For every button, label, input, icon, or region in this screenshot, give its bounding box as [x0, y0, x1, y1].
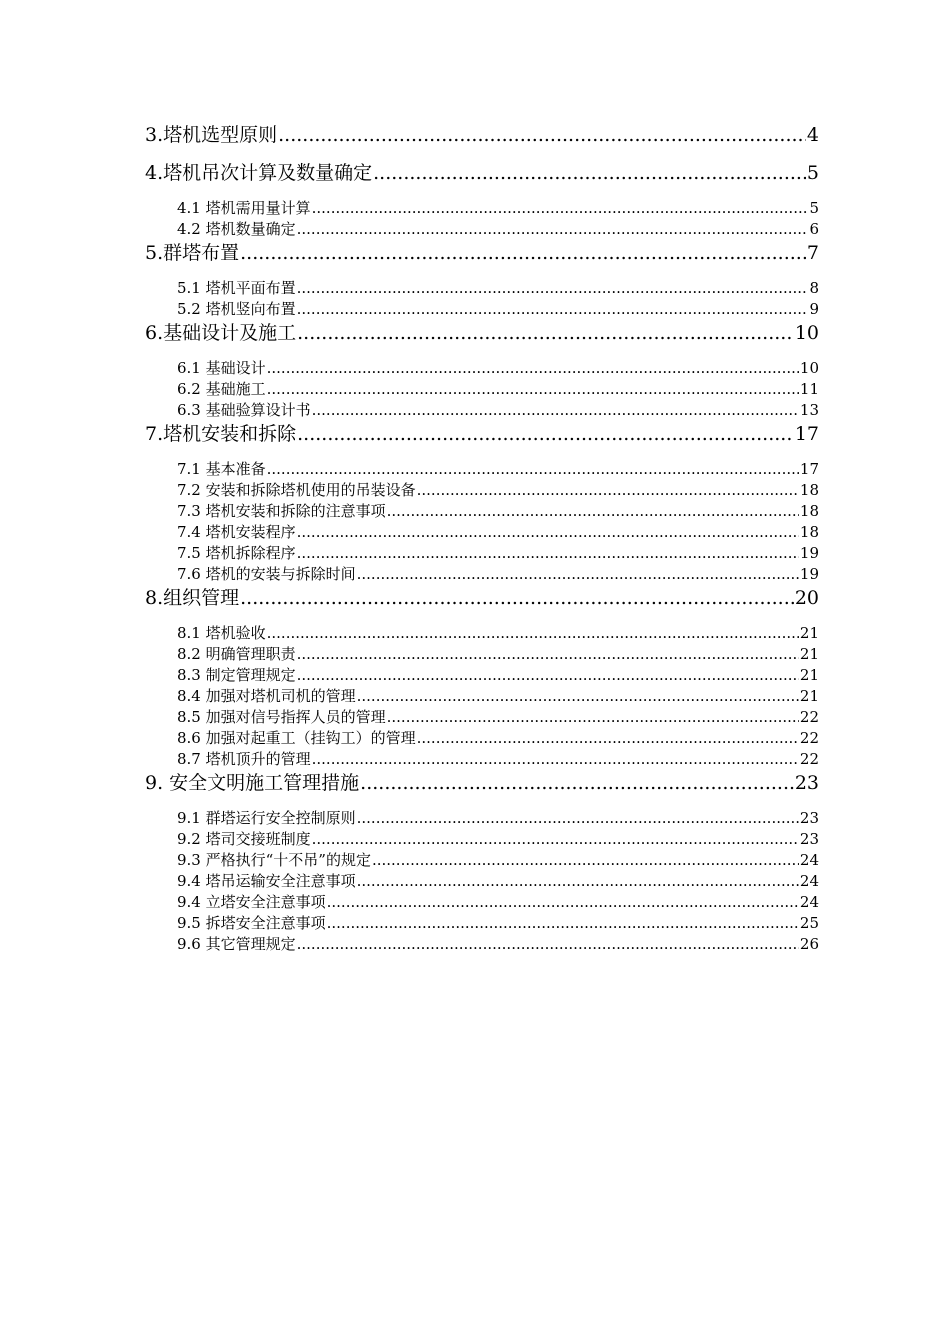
toc-entry-title: 4.1 塔机需用量计算	[177, 199, 311, 217]
toc-chapter-entry[interactable]	[145, 585, 819, 611]
toc-section-entry[interactable]	[145, 198, 819, 219]
toc-entry-title: 9.4 立塔安全注意事项	[177, 893, 326, 911]
toc-section-entry[interactable]	[145, 934, 819, 955]
toc-section-entry[interactable]	[145, 379, 819, 400]
toc-page-number: 19	[799, 544, 819, 562]
toc-dot-leader	[357, 808, 799, 829]
toc-section-entry[interactable]	[145, 501, 819, 522]
toc-dot-leader	[297, 522, 799, 543]
toc-entry-title: 7.2 安装和拆除塔机使用的吊装设备	[177, 481, 416, 499]
toc-dot-leader	[327, 892, 799, 913]
toc-page-number: 17	[799, 460, 819, 478]
toc-entry-title: 6.2 基础施工	[177, 380, 266, 398]
toc-page-number: 22	[799, 750, 819, 768]
toc-entry-title: 7.3 塔机安装和拆除的注意事项	[177, 502, 386, 520]
toc-section-entry[interactable]	[145, 892, 819, 913]
toc-dot-leader	[312, 829, 799, 850]
toc-page-number: 23	[799, 830, 819, 848]
toc-dot-leader	[417, 728, 799, 749]
toc-entry-title: 9.3 严格执行“十不吊”的规定	[177, 851, 371, 869]
toc-dot-leader	[267, 358, 799, 379]
toc-dot-leader	[297, 219, 809, 240]
toc-section-entry[interactable]	[145, 623, 819, 644]
toc-dot-leader	[267, 623, 799, 644]
toc-section-entry[interactable]	[145, 480, 819, 501]
toc-page-number: 24	[799, 851, 819, 869]
toc-entry-title: 8.5 加强对信号指挥人员的管理	[177, 708, 386, 726]
toc-entry-title: 7.4 塔机安装程序	[177, 523, 296, 541]
toc-dot-leader	[327, 913, 799, 934]
toc-entry-title: 7.5 塔机拆除程序	[177, 544, 296, 562]
toc-section-entry[interactable]	[145, 543, 819, 564]
toc-chapter-entry[interactable]	[145, 770, 819, 796]
toc-page-number: 26	[799, 935, 819, 953]
toc-chapter-entry[interactable]	[145, 421, 819, 447]
toc-page-number: 21	[799, 666, 819, 684]
toc-dot-leader	[387, 707, 799, 728]
toc-entry-title: 6.1 基础设计	[177, 359, 266, 377]
toc-chapter-entry[interactable]	[145, 320, 819, 346]
toc-dot-leader	[297, 934, 799, 955]
toc-dot-leader	[297, 299, 809, 320]
toc-page-number: 24	[799, 872, 819, 890]
toc-entry-title: 9.4 塔吊运输安全注意事项	[177, 872, 356, 890]
toc-entry-title: 5.1 塔机平面布置	[177, 279, 296, 297]
toc-entry-title: 7.1 基本准备	[177, 460, 266, 478]
toc-section-entry[interactable]	[145, 686, 819, 707]
toc-entry-title: 9.6 其它管理规定	[177, 935, 296, 953]
toc-section-entry[interactable]	[145, 644, 819, 665]
toc-page-number: 10	[794, 322, 819, 344]
toc-page-number: 13	[799, 401, 819, 419]
toc-entry-title: 8.2 明确管理职责	[177, 645, 296, 663]
toc-entry-title: 8.3 制定管理规定	[177, 666, 296, 684]
toc-dot-leader	[360, 770, 794, 796]
toc-dot-leader	[372, 850, 799, 871]
toc-page-number: 21	[799, 624, 819, 642]
toc-section-entry[interactable]	[145, 749, 819, 770]
toc-entry-title: 5.2 塔机竖向布置	[177, 300, 296, 318]
toc-dot-leader	[240, 240, 806, 266]
toc-entry-title: 9.1 群塔运行安全控制原则	[177, 809, 356, 827]
toc-dot-leader	[297, 278, 809, 299]
toc-page-number: 7	[806, 242, 819, 264]
table-of-contents	[145, 122, 819, 955]
toc-section-entry[interactable]	[145, 665, 819, 686]
toc-dot-leader	[297, 421, 794, 447]
toc-section-entry[interactable]	[145, 829, 819, 850]
toc-entry-title: 9.5 拆塔安全注意事项	[177, 914, 326, 932]
toc-page-number: 10	[799, 359, 819, 377]
toc-entry-title: 8.6 加强对起重工（挂钩工）的管理	[177, 729, 416, 747]
toc-page-number: 20	[794, 587, 819, 609]
toc-entry-title: 4.2 塔机数量确定	[177, 220, 296, 238]
toc-section-entry[interactable]	[145, 299, 819, 320]
toc-page-number: 4	[806, 124, 819, 146]
toc-dot-leader	[373, 160, 806, 186]
toc-entry-title: 8.4 加强对塔机司机的管理	[177, 687, 356, 705]
toc-section-entry[interactable]	[145, 707, 819, 728]
toc-page-number: 18	[799, 481, 819, 499]
toc-page-number: 5	[806, 162, 819, 184]
toc-page-number: 21	[799, 645, 819, 663]
toc-entry-title: 7.6 塔机的安装与拆除时间	[177, 565, 356, 583]
toc-page-number: 21	[799, 687, 819, 705]
toc-entry-title: 9.2 塔司交接班制度	[177, 830, 311, 848]
toc-section-entry[interactable]	[145, 913, 819, 934]
toc-dot-leader	[312, 400, 799, 421]
toc-page-number: 24	[799, 893, 819, 911]
toc-page-number: 22	[799, 729, 819, 747]
toc-dot-leader	[357, 871, 799, 892]
toc-entry-title: 5.群塔布置	[145, 242, 240, 264]
toc-dot-leader	[297, 644, 799, 665]
toc-page-number: 19	[799, 565, 819, 583]
toc-entry-title: 6.3 基础验算设计书	[177, 401, 311, 419]
toc-section-entry[interactable]	[145, 871, 819, 892]
toc-page-number: 11	[799, 380, 819, 398]
toc-dot-leader	[312, 749, 799, 770]
toc-dot-leader	[267, 459, 799, 480]
toc-dot-leader	[312, 198, 809, 219]
toc-chapter-entry[interactable]	[145, 160, 819, 186]
toc-page-number: 9	[809, 300, 819, 318]
toc-section-entry[interactable]	[145, 564, 819, 585]
toc-entry-title: 8.组织管理	[145, 587, 240, 609]
toc-section-entry[interactable]	[145, 728, 819, 749]
toc-chapter-entry[interactable]	[145, 240, 819, 266]
toc-dot-leader	[297, 665, 799, 686]
toc-entry-title: 6.基础设计及施工	[145, 322, 297, 344]
toc-page-number: 18	[799, 523, 819, 541]
toc-section-entry[interactable]	[145, 400, 819, 421]
toc-page-number: 23	[799, 809, 819, 827]
toc-entry-title: 9. 安全文明施工管理措施	[145, 772, 360, 794]
toc-page-number: 5	[809, 199, 819, 217]
toc-dot-leader	[417, 480, 799, 501]
toc-dot-leader	[387, 501, 799, 522]
toc-page-number: 17	[794, 423, 819, 445]
toc-dot-leader	[297, 320, 794, 346]
toc-section-entry[interactable]	[145, 850, 819, 871]
toc-page-number: 22	[799, 708, 819, 726]
toc-section-entry[interactable]	[145, 459, 819, 480]
toc-page-number: 8	[809, 279, 819, 297]
toc-page-number: 25	[799, 914, 819, 932]
toc-dot-leader	[267, 379, 799, 400]
toc-page-number: 18	[799, 502, 819, 520]
toc-entry-title: 8.7 塔机顶升的管理	[177, 750, 311, 768]
toc-dot-leader	[240, 585, 794, 611]
toc-dot-leader	[297, 543, 799, 564]
toc-dot-leader	[357, 564, 799, 585]
toc-dot-leader	[357, 686, 799, 707]
toc-section-entry[interactable]	[145, 219, 819, 240]
toc-dot-leader	[278, 122, 806, 148]
toc-entry-title: 7.塔机安装和拆除	[145, 423, 297, 445]
toc-section-entry[interactable]	[145, 522, 819, 543]
toc-section-entry[interactable]	[145, 808, 819, 829]
toc-chapter-entry[interactable]	[145, 122, 819, 148]
toc-page-number: 23	[794, 772, 819, 794]
toc-section-entry[interactable]	[145, 358, 819, 379]
toc-entry-title: 4.塔机吊次计算及数量确定	[145, 162, 373, 184]
toc-entry-title: 3.塔机选型原则	[145, 124, 278, 146]
toc-entry-title: 8.1 塔机验收	[177, 624, 266, 642]
toc-page-number: 6	[809, 220, 819, 238]
toc-section-entry[interactable]	[145, 278, 819, 299]
